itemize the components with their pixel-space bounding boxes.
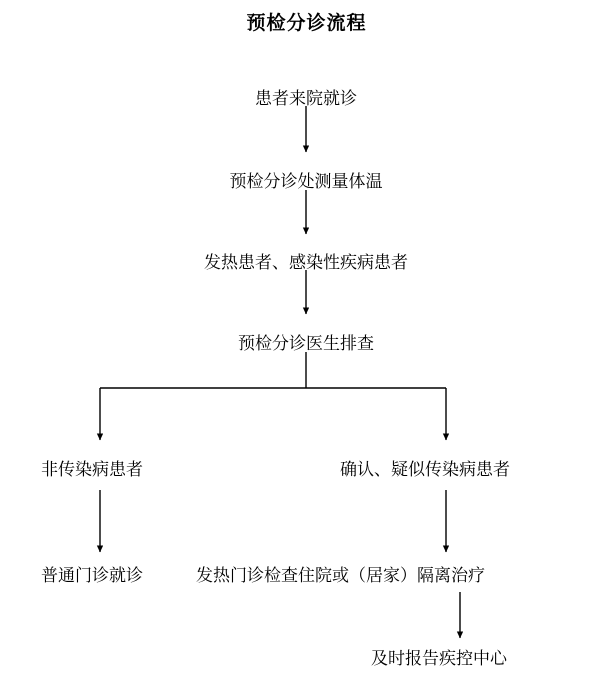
node-report-cdc: 及时报告疾控中心	[371, 649, 507, 668]
node-non-infectious-patients: 非传染病患者	[41, 460, 143, 479]
diagram-title: 预检分诊流程	[246, 13, 367, 34]
node-triage-temperature: 预检分诊处测量体温	[229, 172, 383, 191]
node-patient-arrival: 患者来院就诊	[255, 89, 357, 108]
node-triage-doctor-screening: 预检分诊医生排查	[238, 334, 374, 353]
node-fever-clinic-isolation: 发热门诊检查住院或（居家）隔离治疗	[196, 566, 485, 585]
node-fever-infectious-patients: 发热患者、感染性疾病患者	[204, 253, 408, 272]
node-general-outpatient: 普通门诊就诊	[41, 566, 143, 585]
node-confirmed-suspected-patients: 确认、疑似传染病患者	[340, 460, 510, 479]
